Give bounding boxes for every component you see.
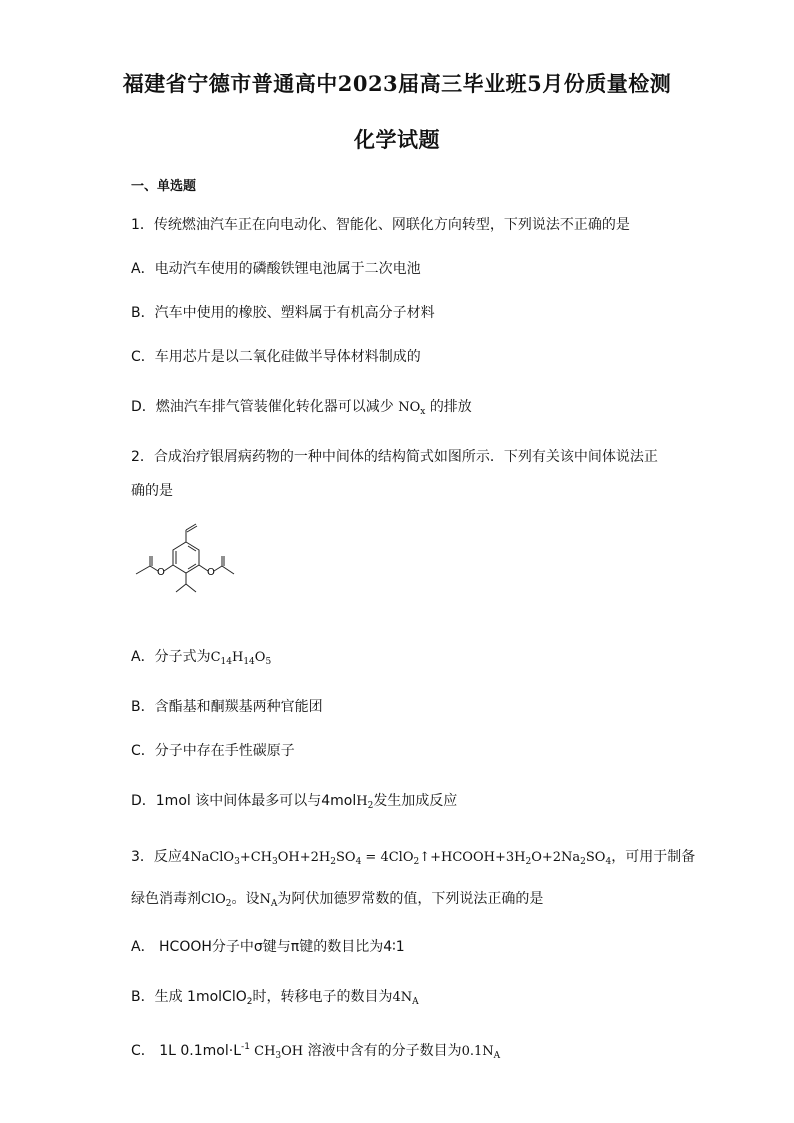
q3-option-a: A． HCOOH分子中σ键与π键的数目比为4∶1 xyxy=(131,939,405,955)
page-subtitle: 化学试题 xyxy=(354,127,440,152)
left-o-bond xyxy=(164,565,173,571)
left-o-label: O xyxy=(157,567,165,578)
q3-stem-line2: 绿色消毒剂ClO$_2$。设$N_A$为阿伏加德罗常数的值，下列说法正确的是 xyxy=(131,891,544,909)
q1-d-pre: D．燃油汽车排气管装催化转化器可以减少 xyxy=(131,399,394,415)
q3-option-b: B．生成 1molClO$_2$时，转移电子的数目为$4N_A$ xyxy=(131,989,419,1007)
q3-option-c: C． 1L $0.1mol\cdot L^{-1}$ $CH_3OH$ 溶液中含有的分子数目为$0.1N_A$ xyxy=(131,1042,501,1061)
right-ester-bond xyxy=(214,566,222,571)
q1-option-d xyxy=(131,396,472,417)
molecule-structure xyxy=(126,520,236,600)
q2-option-a: A．分子式为$C_{14}H_{14}O_5$ xyxy=(131,649,272,667)
isopropyl-methyl-1 xyxy=(176,584,186,592)
q1-option-b: B．汽车中使用的橡胶、塑料属于有机高分子材料 xyxy=(131,305,435,321)
q2-option-d: D．1mol 该中间体最多可以与4molH$_2$发生加成反应 xyxy=(131,793,458,811)
page-title: 福建省宁德市普通高中2023届高三毕业班5月份质量检测 xyxy=(122,71,672,96)
section-heading: 一、单选题 xyxy=(131,179,197,194)
q1-d-post: 的排放 xyxy=(429,399,472,415)
benzene-ring xyxy=(173,542,199,573)
right-o-label: O xyxy=(207,567,215,578)
q2-option-c: C．分子中存在手性碳原子 xyxy=(131,743,295,759)
q1-stem: 1．传统燃油汽车正在向电动化、智能化、网联化方向转型，下列说法不正确的是 xyxy=(131,217,630,233)
isopropyl-methyl-2 xyxy=(186,584,196,592)
q1-option-a: A．电动汽车使用的磷酸铁锂电池属于二次电池 xyxy=(131,261,421,277)
q2-stem: 2．合成治疗银屑病药物的一种中间体的结构简式如图所示．下列有关该中间体说法正确的是 xyxy=(131,449,658,499)
ring-double-bond-1 xyxy=(188,546,196,551)
q1-option-c: C．车用芯片是以二氧化硅做半导体材料制成的 xyxy=(131,349,421,365)
q1-d-formula: $NO_x$ xyxy=(398,400,426,417)
q3-stem-line1: 3．反应$4NaClO_3+CH_3OH+2H_2SO_4$ = $4ClO_2↑+HCOOH+3H_2O+2Na_2SO_4$，可用于制备 xyxy=(131,849,696,867)
ring-double-bond-2 xyxy=(188,564,196,569)
right-methyl xyxy=(222,566,234,574)
q2-option-b: B．含酯基和酮羰基两种官能团 xyxy=(131,699,323,715)
left-methyl xyxy=(136,566,150,574)
